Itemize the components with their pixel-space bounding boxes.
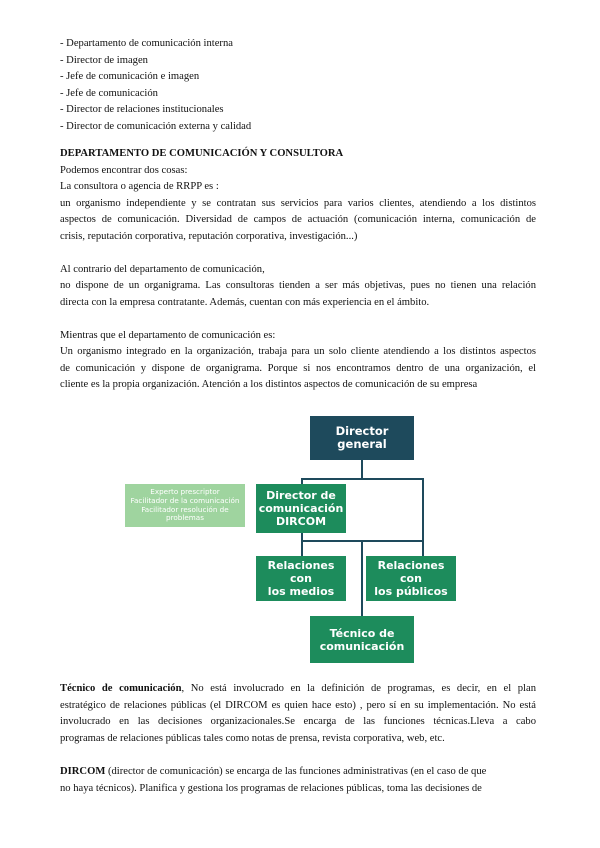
- director-general-label: Director general: [335, 424, 389, 451]
- contrast-intro: Al contrario del departamento de comunicación,: [60, 263, 265, 275]
- tecnico-box: [310, 616, 414, 663]
- connector: [301, 478, 423, 480]
- dircom-paragraph: [60, 764, 536, 797]
- dircom-roles-box: [125, 484, 245, 527]
- roles-list: [60, 36, 536, 135]
- dept-intro: Mientras que el departamento de comunicación es:: [60, 329, 276, 341]
- box-label: Técnico de: [329, 626, 395, 640]
- consultora-text: crisis, reputación corporativa, reputación corporativa, investigación...): [60, 230, 358, 242]
- connector: [422, 540, 424, 556]
- consultora-text: un organismo independiente y se contratan sus servicios para varios clientes, atendiendo a los distintos: [60, 197, 536, 209]
- contrast-text: no dispone de un organigrama. Las consultoras tienden a ser más objetivas, pues no tienen una relación: [60, 280, 536, 291]
- consultora-text: aspectos de comunicación. Diversidad de campos de actuación (comunicación interna, comunicación de: [60, 214, 536, 225]
- box-label: Relaciones con: [267, 559, 335, 585]
- dircom-label: DIRCOM: [275, 515, 327, 528]
- role-line: Facilitador de la comunicación: [130, 495, 240, 505]
- contrast-text: directa con la empresa contratante. Además, cuentan con más experiencia en el ámbito.: [60, 296, 430, 308]
- list-item: - Director de relaciones institucionales: [60, 104, 224, 115]
- list-item: - Jefe de comunicación e imagen: [60, 71, 200, 82]
- term-dircom: DIRCOM: [60, 766, 106, 777]
- list-item: - Jefe de comunicación: [60, 87, 158, 99]
- dircom-box: [256, 484, 346, 533]
- list-item: - Director de comunicación externa y calidad: [60, 120, 252, 132]
- document-page: [60, 36, 536, 394]
- director-general-box: [310, 416, 414, 460]
- role-line: problemas: [166, 513, 204, 523]
- connector: [301, 540, 303, 556]
- connector: [422, 478, 424, 540]
- dircom-label: Director de: [266, 489, 336, 502]
- dept-text: Un organismo integrado en la organización, trabaja para un solo cliente atendiendo a los distintos aspectos: [60, 346, 536, 357]
- paragraph-text: , No está involucrado en la definición de programas, es decir, en el plan: [181, 683, 537, 694]
- box-label: Relaciones con: [377, 559, 445, 585]
- role-line: Facilitador resolución de: [141, 504, 229, 514]
- dircom-label: comunicación: [258, 502, 344, 515]
- relaciones-publicos-box: [366, 556, 456, 601]
- section-heading: DEPARTAMENTO DE COMUNICACIÓN Y CONSULTORA: [60, 148, 344, 159]
- box-label: los públicos: [374, 585, 448, 598]
- term-tecnico: Técnico de comunicación: [60, 683, 182, 694]
- relaciones-medios-box: [256, 556, 346, 601]
- dept-text: cliente es la propia organización. Atención a los distintos aspectos de comunicación de su empresa: [60, 379, 478, 390]
- connector: [301, 533, 303, 541]
- list-item: - Director de imagen: [60, 54, 148, 66]
- dept-text: de comunicación y dispone de organigrama. Porque si nos encontramos dentro de una organización, el: [60, 362, 536, 374]
- paragraph-text: (director de comunicación) se encarga de las funciones administrativas (en el caso de que: [105, 766, 487, 777]
- paragraph-text: programas de relaciones públicas tales como notas de prensa, revista corporativa, web, etc.: [60, 732, 445, 744]
- paragraph-text: involucrado en las decisiones organizacionales.Se encarga de las funciones técnicas.Lleva a cabo: [60, 716, 536, 727]
- connector: [301, 540, 423, 542]
- connector: [361, 460, 363, 478]
- intro-line: La consultora o agencia de RRPP es :: [60, 181, 219, 192]
- box-label: los medios: [267, 585, 335, 598]
- box-label: comunicación: [319, 639, 405, 653]
- intro-line: Podemos encontrar dos cosas:: [60, 164, 188, 176]
- paragraph-text: estratégico de relaciones públicas (el DIRCOM es quien hace esto) , pero sí en su implementación. No está: [60, 699, 536, 711]
- paragraph-text: no haya técnicos). Planifica y gestiona los programas de relaciones públicas, toma las decisiones de: [60, 782, 482, 794]
- connector: [361, 540, 363, 616]
- tecnico-paragraph: [60, 681, 536, 747]
- role-line: Experto prescriptor: [150, 487, 220, 497]
- list-item: - Departamento de comunicación interna: [60, 38, 233, 49]
